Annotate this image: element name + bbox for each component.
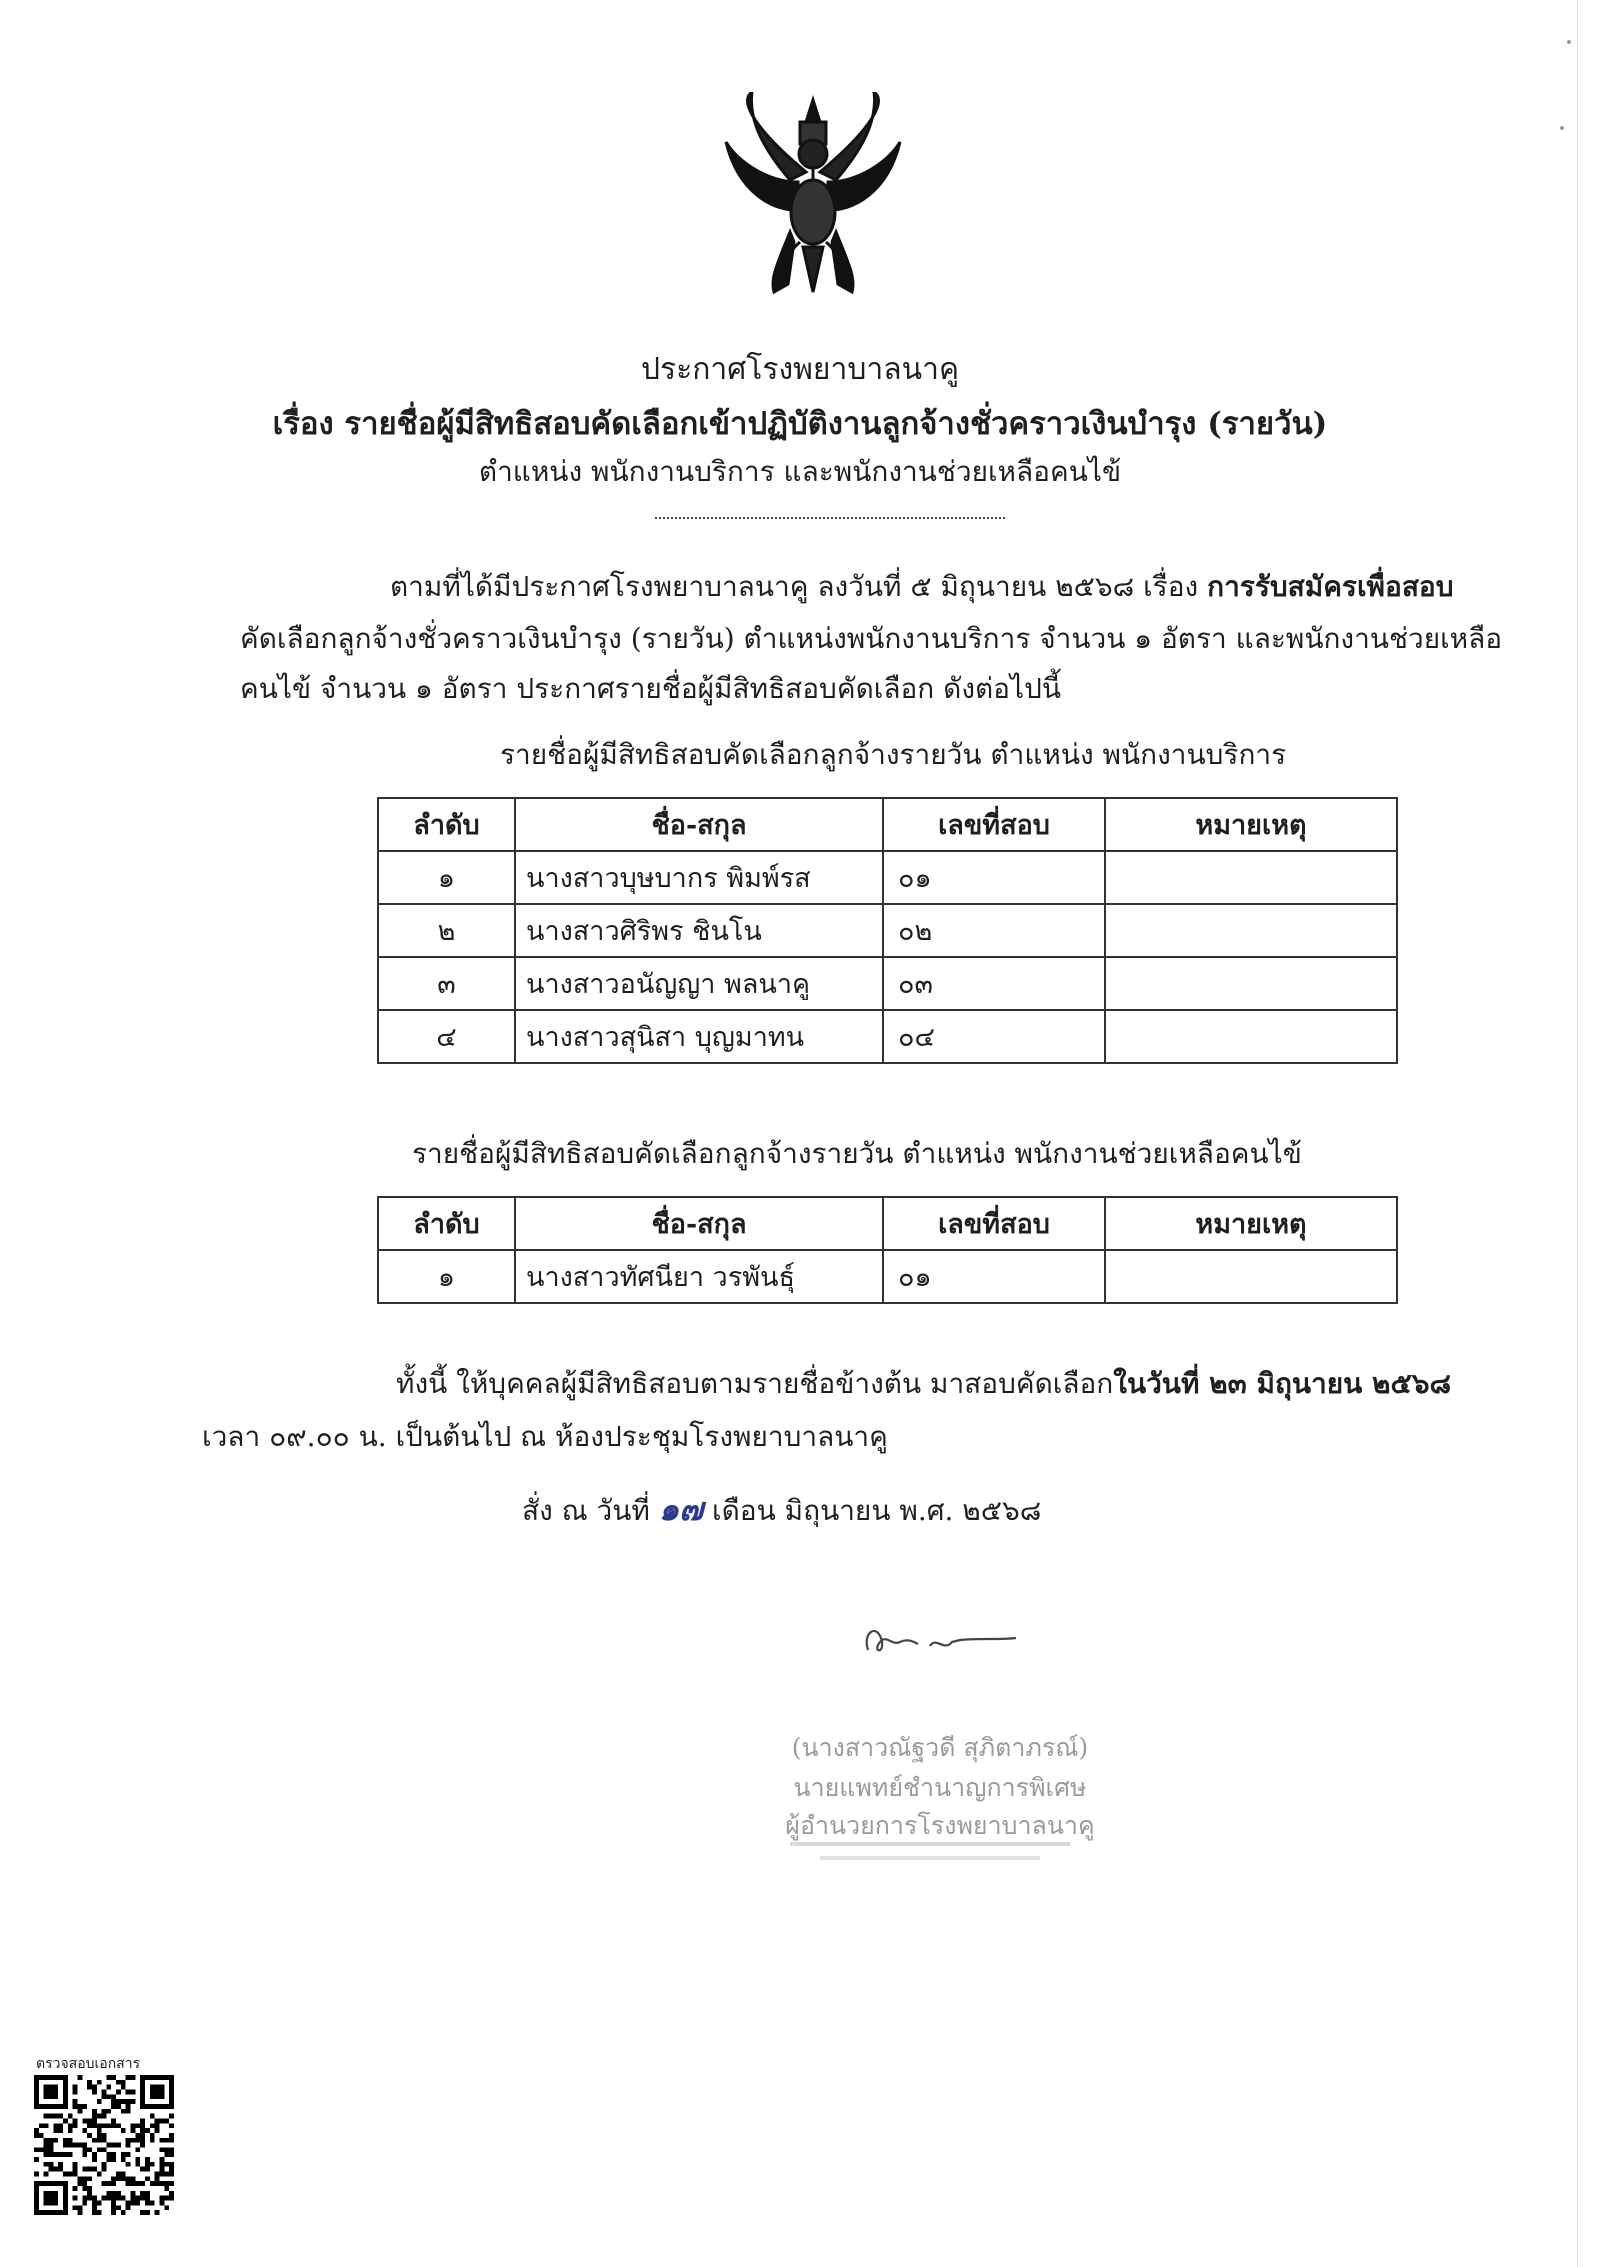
closing-text: ทั้งนี้ ให้บุคคลผู้มีสิทธิสอบตามรายชื่อข้างต้น มาสอบคัดเลือก [396,1367,1114,1400]
table-row [378,904,1397,957]
cell-remark [1105,957,1397,1010]
signer-title-1: นายแพทย์ชำนาญการพิเศษ [793,1773,1087,1802]
cell-order: ๓ [378,957,515,1010]
table-header-row [378,798,1397,851]
cell-name: นางสาวทัศนียา วรพันธุ์ [515,1250,883,1303]
cell-remark [1105,1010,1397,1063]
cell-exam-no: ๐๔ [883,1010,1105,1063]
intro-line-3: คนไข้ จำนวน ๑ อัตรา ประกาศรายชื่อผู้มีสิทธิสอบคัดเลือก ดังต่อไปนี้ [240,672,1061,705]
handwritten-day: ๑๗ [658,1490,704,1528]
document-verification-qr[interactable] [34,2075,174,2215]
digital-signature-stamp-line [820,1856,1040,1860]
table-header-row [378,1197,1397,1250]
announcement-position: ตำแหน่ง พนักงานบริการ และพนักงานช่วยเหลือคนไข้ [478,455,1122,488]
closing-line-2: เวลา ๐๙.๐๐ น. เป็นต้นไป ณ ห้องประชุมโรงพยาบาลนาคู [202,1420,888,1453]
table-row [378,1250,1397,1303]
intro-line-2: คัดเลือกลูกจ้างชั่วคราวเงินบำรุง (รายวัน) ตำแหน่งพนักงานบริการ จำนวน ๑ อัตรา และพนักงานช่วยเหลือ [240,622,1503,655]
cell-exam-no: ๐๑ [883,1250,1105,1303]
intro-bold-text: การรับสมัครเพื่อสอบ [1207,570,1454,603]
cell-order: ๑ [378,851,515,904]
header-order: ลำดับ [378,798,515,851]
date-suffix: เดือน มิถุนายน พ.ศ. ๒๕๖๘ [703,1494,1042,1527]
intro-text: ตามที่ได้มีประกาศโรงพยาบาลนาคู ลงวันที่ ๕ มิถุนายน ๒๕๖๘ เรื่อง [390,570,1208,603]
scan-edge-line [1577,0,1578,2267]
date-line [522,1490,1041,1530]
table-row [378,851,1397,904]
candidates-table-patient-aide [377,1196,1398,1304]
cell-name: นางสาวศิริพร ชินโน [515,904,883,957]
announcement-subject: เรื่อง รายชื่อผู้มีสิทธิสอบคัดเลือกเข้าปฏิบัติงานลูกจ้างชั่วคราวเงินบำรุง (รายวัน) [272,406,1328,442]
table-row [378,1010,1397,1063]
cell-exam-no: ๐๓ [883,957,1105,1010]
header-name: ชื่อ-สกุล [515,1197,883,1250]
scan-speck [1560,126,1564,130]
cell-name: นางสาวสุนิสา บุญมาทน [515,1010,883,1063]
cell-name: นางสาวอนัญญา พลนาคู [515,957,883,1010]
table2-caption: รายชื่อผู้มีสิทธิสอบคัดเลือกลูกจ้างรายวัน ตำแหน่ง พนักงานช่วยเหลือคนไข้ [412,1137,1302,1170]
header-exam-no: เลขที่สอบ [883,1197,1105,1250]
cell-order: ๔ [378,1010,515,1063]
cell-exam-no: ๐๑ [883,851,1105,904]
cell-remark [1105,851,1397,904]
announcement-title: ประกาศโรงพยาบาลนาคู [640,352,960,387]
intro-line-1 [390,568,1454,606]
table1-caption: รายชื่อผู้มีสิทธิสอบคัดเลือกลูกจ้างรายวัน ตำแหน่ง พนักงานบริการ [500,738,1287,771]
header-name: ชื่อ-สกุล [515,798,883,851]
cell-name: นางสาวบุษบากร พิมพ์รส [515,851,883,904]
closing-line-1 [396,1365,1451,1403]
digital-signature-stamp-line [790,1842,1070,1846]
signer-title-2: ผู้อำนวยการโรงพยาบาลนาคู [785,1811,1095,1840]
header-exam-no: เลขที่สอบ [883,798,1105,851]
signer-name: (นางสาวณัฐวดี สุภิตาภรณ์) [791,1733,1089,1762]
cell-order: ๒ [378,904,515,957]
cell-order: ๑ [378,1250,515,1303]
header-remark: หมายเหตุ [1105,1197,1397,1250]
garuda-emblem [718,92,908,302]
scan-speck [1567,40,1571,44]
header-remark: หมายเหตุ [1105,798,1397,851]
cell-remark [1105,1250,1397,1303]
date-prefix: สั่ง ณ วันที่ [522,1494,659,1527]
header-order: ลำดับ [378,1197,515,1250]
dotted-divider [655,517,1005,519]
closing-bold-text: ในวันที่ ๒๓ มิถุนายน ๒๕๖๘ [1113,1367,1452,1400]
signature-image [860,1612,1020,1672]
qr-label: ตรวจสอบเอกสาร [36,2056,141,2072]
cell-exam-no: ๐๒ [883,904,1105,957]
table-row [378,957,1397,1010]
candidates-table-service [377,797,1398,1064]
cell-remark [1105,904,1397,957]
